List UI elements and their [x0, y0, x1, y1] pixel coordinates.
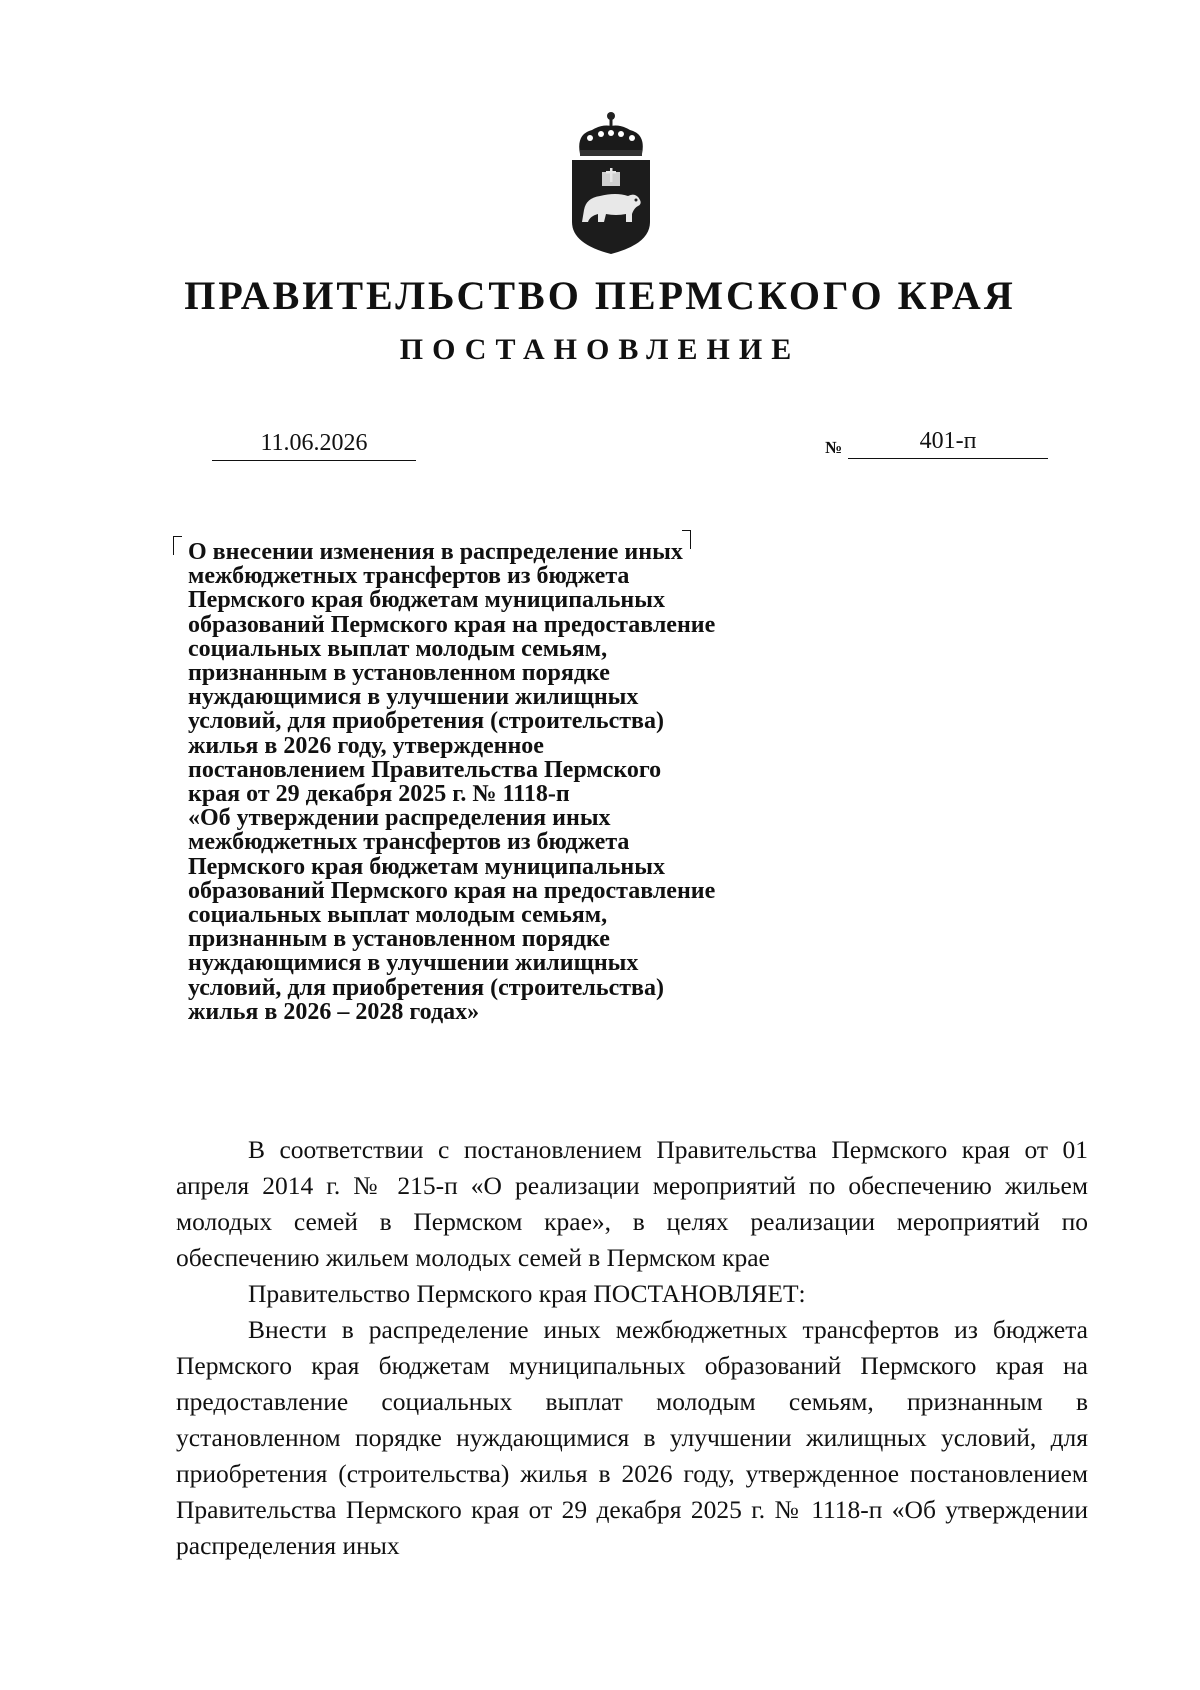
organization-title: ПРАВИТЕЛЬСТВО ПЕРМСКОГО КРАЯ	[184, 273, 1016, 318]
body-paragraph: Внести в распределение иных межбюджетных трансфертов из бюджета Пермского края бюджетам муниципальных образований Пермского края на предоставление социальных выплат молодым семьям, признанным в установленном порядке нуждающимися в улучшении жилищных условий, для приобретения (строительства) жилья в 2026 году, утвержденное постановлением Правительства Пермского края от 29 декабря 2025 г. № 1118-п «Об утверждении распределения иных	[176, 1315, 1088, 1560]
document-body	[176, 1132, 1088, 1564]
document-number: 401-п	[848, 424, 1048, 459]
number-sign: №	[825, 438, 843, 457]
body-paragraph: Правительство Пермского края ПОСТАНОВЛЯЕТ:	[248, 1279, 806, 1308]
document-subject: О внесении изменения в распределение иных межбюджетных трансфертов из бюджета Пермского края бюджетам муниципальных образований Пермского края на предоставление социальных выплат молодым семьям, признанным в установленном порядке нуждающимися в улучшении жилищных условий, для приобретения (строительства) жилья в 2026 году, утвержденное постановлением Правительства Пермского края от 29 декабря 2025 г. № 1118-п «Об утверждении распределения иных межбюджетных трансфертов из бюджета Пермского края бюджетам муниципальных образований Пермского края на предоставление социальных выплат молодым семьям, признанным в установленном порядке нуждающимися в улучшении жилищных условий, для приобретения (строительства) жилья в 2026 – 2028 годах»	[188, 539, 716, 1025]
body-paragraph: В соответствии с постановлением Правительства Пермского края от 01 апреля 2014 г. № 215-п «О реализации мероприятий по обеспечению жильем молодых семей в Пермском крае», в целях реализации мероприятий по обеспечению жильем молодых семей в Пермском крае	[176, 1135, 1088, 1272]
subject-corner-mark-left	[173, 536, 182, 555]
document-date: 11.06.2026	[212, 426, 416, 461]
document-type: ПОСТАНОВЛЕНИЕ	[399, 333, 801, 366]
perm-krai-coat-of-arms-icon	[566, 110, 656, 256]
